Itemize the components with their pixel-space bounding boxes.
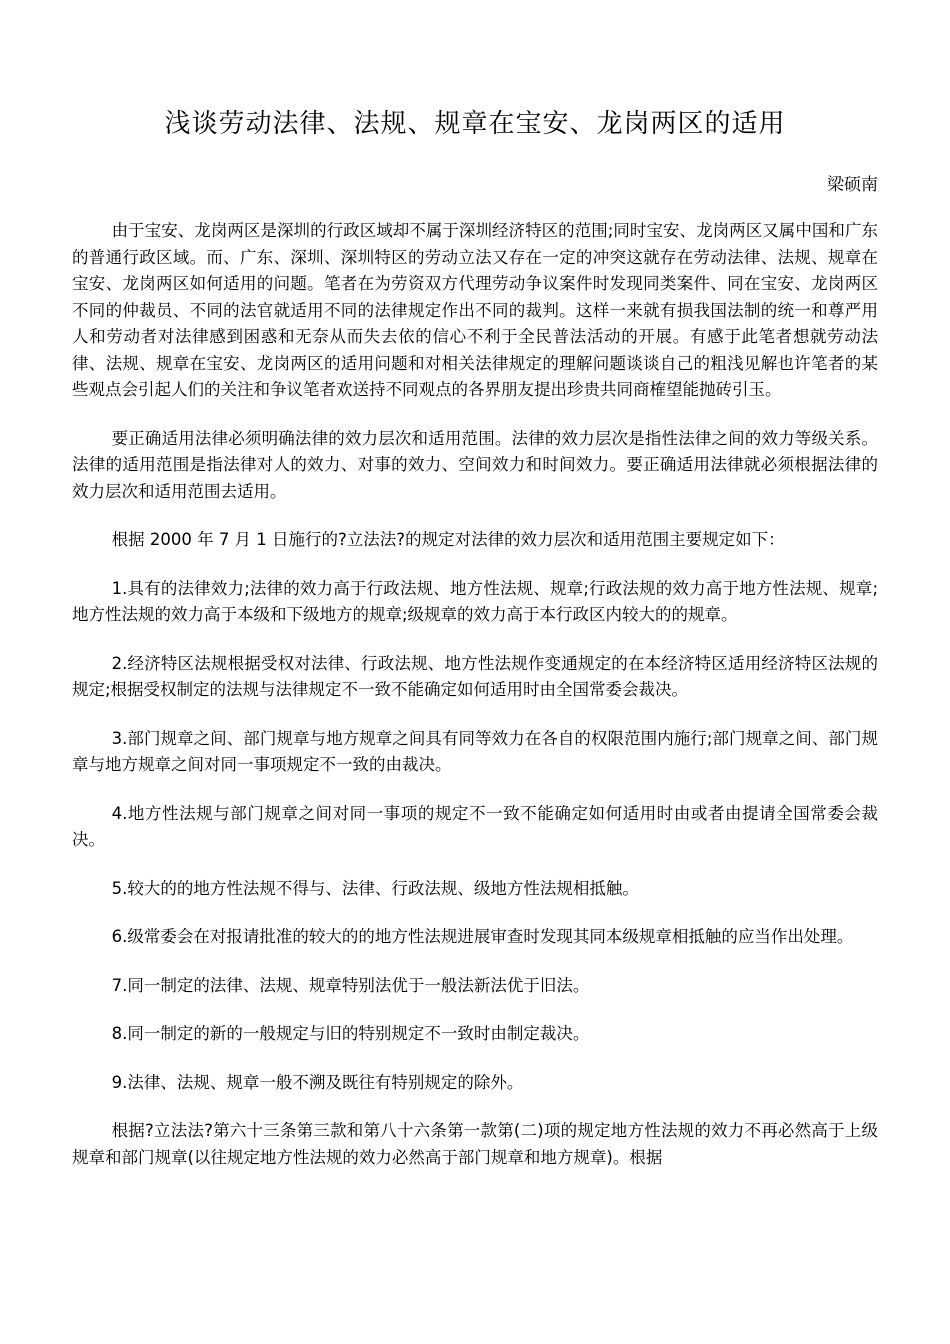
list-item-7: 7.同一制定的法律、法规、规章特别法优于一般法新法优于旧法。 bbox=[111, 975, 590, 995]
list-item-9: 9.法律、法规、规章一般不溯及既往有特别规定的除外。 bbox=[111, 1072, 524, 1092]
paragraph-effect-levels: 要正确适用法律必须明确法律的效力层次和适用范围。法律的效力层次是指性法律之间的效力等级关系。法律的适用范围是指法律对人的效力、对事的效力、空间效力和时间效力。要正确适用法律就必须根据法律的效力层次和适用范围去适用。 bbox=[72, 428, 878, 501]
document-body bbox=[72, 218, 878, 1193]
list-item-6: 6.级常委会在对报请批准的较大的的地方性法规进展审查时发现其同本级规章相抵触的应当作出处理。 bbox=[111, 927, 854, 946]
list-item-5: 5.较大的的地方性法规不得与、法律、行政法规、级地方性法规相抵触。 bbox=[111, 878, 639, 898]
paragraph-legislation-law: 根据 2000 年 7 月 1 日施行的?立法法?的规定对法律的效力层次和适用范围主要规定如下： bbox=[111, 530, 785, 549]
list-item-1: 1.具有的法律效力;法律的效力高于行政法规、地方性法规、规章;行政法规的效力高于地方性法规、规章;地方性法规的效力高于本级和下级地方的规章;级规章的效力高于本行政区内较大的的规章。 bbox=[72, 578, 878, 624]
paragraph-intro: 由于宝安、龙岗两区是深圳的行政区域却不属于深圳经济特区的范围;同时宝安、龙岗两区又属中国和广东的普通行政区域。而、广东、深圳、深圳特区的劳动立法又存在一定的冲突这就存在劳动法律、法规、规章在宝安、龙岗两区如何适用的问题。笔者在为劳资双方代理劳动争议案件时发现同类案件、同在宝安、龙岗两区不同的仲裁员、不同的法官就适用不同的法律规定作出不同的裁判。这样一来就有损我国法制的统一和尊严用人和劳动者对法律感到困惑和无奈从而失去依的信心不利于全民普法活动的开展。有感于此笔者想就劳动法律、法规、规章在宝安、龙岗两区的适用问题和对相关法律规定的理解问题谈谈自己的粗浅见解也许笔者的某些观点会引起人们的关注和争议笔者欢送持不同观点的各界朋友提出珍贵共同商榷望能抛砖引玉。 bbox=[72, 221, 878, 399]
document-title: 浅谈劳动法律、法规、规章在宝安、龙岗两区的适用 bbox=[164, 109, 786, 139]
list-item-4: 4.地方性法规与部门规章之间对同一事项的规定不一致不能确定如何适用时由或者由提请全国常委会裁决。 bbox=[72, 803, 878, 849]
paragraph-article-63: 根据?立法法?第六十三条第三款和第八十六条第一款第(二)项的规定地方性法规的效力不再必然高于上级规章和部门规章(以往规定地方性法规的效力必然高于部门规章和地方规章)。根据 bbox=[72, 1121, 878, 1167]
list-item-8: 8.同一制定的新的一般规定与旧的特别规定不一致时由制定裁决。 bbox=[111, 1024, 590, 1043]
list-item-2: 2.经济特区法规根据受权对法律、行政法规、地方性法规作变通规定的在本经济特区适用经济特区法规的规定;根据受权制定的法规与法律规定不一致不能确定如何适用时由全国常委会裁决。 bbox=[72, 653, 878, 699]
document-author: 梁硕南 bbox=[827, 175, 878, 195]
list-item-3: 3.部门规章之间、部门规章与地方规章之间具有同等效力在各自的权限范围内施行;部门规章之间、部门规章与地方规章之间对同一事项规定不一致的由裁决。 bbox=[72, 728, 878, 774]
